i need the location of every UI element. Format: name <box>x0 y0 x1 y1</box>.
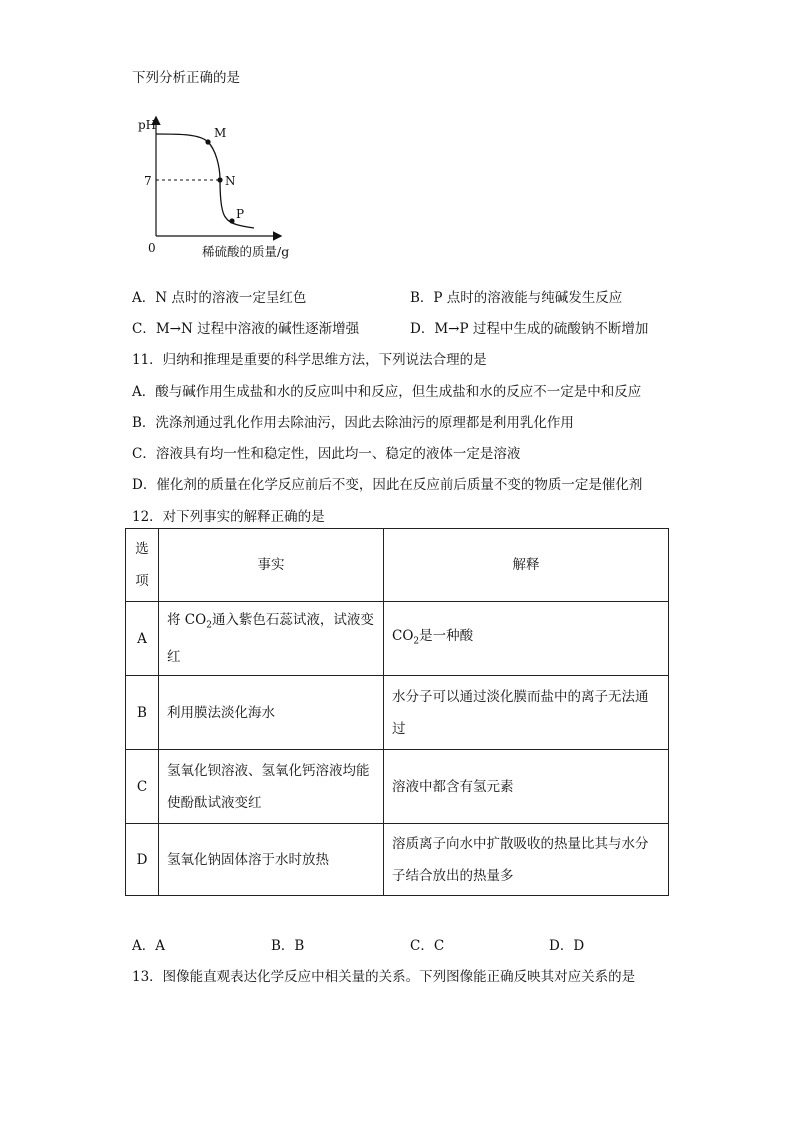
question-intro: 下列分析正确的是 <box>132 70 240 86</box>
ph-titration-graph <box>130 112 290 264</box>
q12-answer-b: B．B <box>271 938 305 954</box>
row-fact: 氢氧化钡溶液、氢氧化钙溶液均能使酚酞试液变红 <box>159 750 384 824</box>
point-n <box>217 177 222 182</box>
row-explanation: 溶质离子向水中扩散吸收的热量比其与水分子结合放出的热量多 <box>384 824 669 896</box>
table-row <box>126 750 669 824</box>
q10-option-a: A．N 点时的溶液一定呈红色 <box>132 290 307 306</box>
q11-option-d: D．催化剂的质量在化学反应前后不变，因此在反应前后质量不变的物质一定是催化剂 <box>132 477 643 493</box>
row-explanation: 水分子可以通过淡化膜而盐中的离子无法通过 <box>384 676 669 750</box>
header-explanation: 解释 <box>384 529 669 602</box>
row-explanation: 溶液中都含有氢元素 <box>384 750 669 824</box>
row-fact: 利用膜法淡化海水 <box>159 676 384 750</box>
y-axis-label: pH <box>138 118 157 132</box>
q13-stem: 13．图像能直观表达化学反应中相关量的关系。下列图像能正确反映其对应关系的是 <box>132 969 636 985</box>
q10-option-c: C．M→N 过程中溶液的碱性逐渐增强 <box>132 321 360 337</box>
table-row <box>126 824 669 896</box>
y-tick-label: 7 <box>144 174 152 188</box>
q12-answer-a: A．A <box>132 938 165 954</box>
row-fact: 将 $CO_2$通入紫色石蕊试液，试液变红 <box>159 602 384 676</box>
point-p <box>229 218 234 223</box>
table-header-row <box>126 529 669 602</box>
table-row <box>126 676 669 750</box>
q11-option-c: C．溶液具有均一性和稳定性，因此均一、稳定的液体一定是溶液 <box>132 446 521 462</box>
point-n-label: N <box>225 174 236 188</box>
row-option: C <box>126 750 159 824</box>
row-option: A <box>126 602 159 676</box>
point-m <box>205 139 210 144</box>
q11-option-b: B．洗涤剂通过乳化作用去除油污，因此去除油污的原理都是利用乳化作用 <box>132 415 574 431</box>
q10-option-d: D．M→P 过程中生成的硫酸钠不断增加 <box>410 321 649 337</box>
q12-answer-d: D．D <box>549 938 585 954</box>
header-option: 选项 <box>126 529 159 602</box>
q11-option-a: A．酸与碱作用生成盐和水的反应叫中和反应，但生成盐和水的反应不一定是中和反应 <box>132 384 642 400</box>
q12-answer-c: C．C <box>410 938 445 954</box>
q12-stem: 12．对下列事实的解释正确的是 <box>132 509 325 525</box>
row-explanation: $CO_2$是一种酸 <box>384 602 669 676</box>
q12-table <box>125 528 669 896</box>
header-fact: 事实 <box>159 529 384 602</box>
x-axis-label: 稀硫酸的质量/g <box>202 244 290 259</box>
row-option: D <box>126 824 159 896</box>
row-option: B <box>126 676 159 750</box>
table-row <box>126 602 669 676</box>
origin-label: 0 <box>148 241 156 255</box>
row-fact: 氢氧化钠固体溶于水时放热 <box>159 824 384 896</box>
point-m-label: M <box>214 126 227 140</box>
q10-option-b: B．P 点时的溶液能与纯碱发生反应 <box>410 290 623 306</box>
q11-stem: 11．归纳和推理是重要的科学思维方法，下列说法合理的是 <box>132 352 487 368</box>
point-p-label: P <box>236 207 245 221</box>
